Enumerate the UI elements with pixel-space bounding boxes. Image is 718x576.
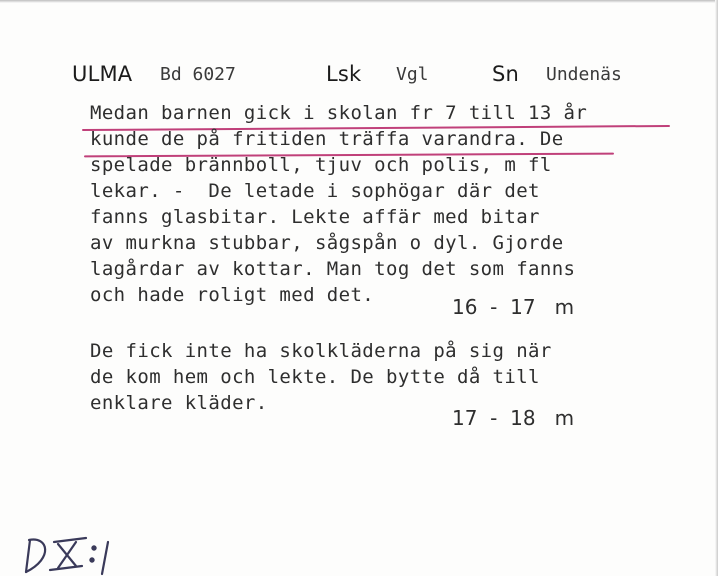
paragraph-1-line: Medan barnen gick i skolan fr 7 till 13 år <box>90 102 588 124</box>
socken-label: Sn <box>492 62 520 86</box>
paragraph-1-line: av murkna stubbar, sågspån o dyl. Gjorde <box>90 232 564 254</box>
landskap-value: Vgl <box>396 64 429 85</box>
paragraph-1-line: kunde de på fritiden träffa varandra. De <box>90 128 564 150</box>
paragraph-2-reference: 17 - 18 m <box>452 406 575 430</box>
archive-label: ULMA <box>72 62 133 86</box>
archive-number: Bd 6027 <box>160 64 236 85</box>
paragraph-1-line: spelade brännboll, tjuv och polis, m fl <box>90 154 552 176</box>
paragraph-2 <box>90 338 552 416</box>
paragraph-2-line: de kom hem och lekte. De bytte då till <box>90 366 540 388</box>
paragraph-1-reference: 16 - 17 m <box>452 295 575 319</box>
handwritten-mark <box>20 528 130 576</box>
paragraph-1-line: och hade roligt med det. <box>90 284 375 306</box>
landskap-label: Lsk <box>326 62 362 86</box>
paragraph-1 <box>90 100 587 308</box>
paragraph-2-line: enklare kläder. <box>90 392 268 414</box>
paragraph-1-line: lekar. - De letade i sophögar där det <box>90 180 540 202</box>
card-header <box>0 62 718 90</box>
paragraph-1-line: lagårdar av kottar. Man tog det som fanns <box>90 258 576 280</box>
paragraph-1-line: fanns glasbitar. Lekte affär med bitar <box>90 206 540 228</box>
socken-value: Undenäs <box>546 64 622 85</box>
paragraph-2-line: De fick inte ha skolkläderna på sig när <box>90 340 552 362</box>
card-top-edge <box>0 0 718 3</box>
